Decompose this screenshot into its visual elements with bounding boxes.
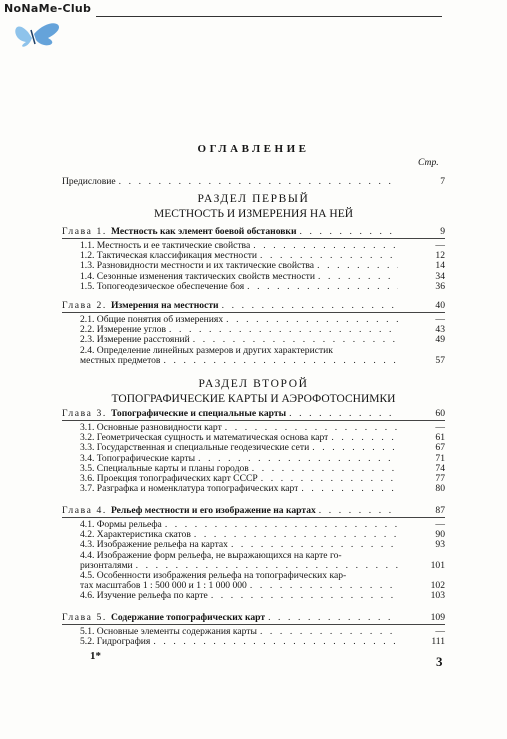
chapter-title: Топографические и специальные карты <box>110 408 287 419</box>
toc-entry-label: 2.4. Определение линейных размеров и других характеристик <box>80 344 333 356</box>
page-column-header: Стр. <box>418 157 439 168</box>
toc-entry-label: 3.5. Специальные карты и планы городов <box>80 462 249 474</box>
toc-chapter-2[interactable] <box>62 300 400 311</box>
toc-entry-label: 1.5. Топогеодезическое обеспечение боя <box>80 280 245 292</box>
toc-entry-label: 2.3. Измерение расстояний <box>80 334 190 346</box>
part1-subtitle: МЕСТНОСТЬ И ИЗМЕРЕНИЯ НА НЕЙ <box>153 208 354 220</box>
toc-entry[interactable] <box>80 483 401 494</box>
toc-chapter-page: 60 <box>435 408 445 419</box>
chapter-underline <box>62 312 445 313</box>
toc-entry-label: 3.4. Топографические карты <box>80 452 196 464</box>
toc-entry-page: — <box>435 240 445 251</box>
chapter-underline <box>62 420 445 421</box>
chapter-title: Измерения на местности <box>110 300 219 311</box>
chapter-prefix: Глава 4. <box>62 505 107 516</box>
toc-entry-label: 1.1. Местность и ее тактические свойства <box>80 240 251 251</box>
toc-chapter-5[interactable] <box>62 612 400 623</box>
toc-entry-page: 61 <box>435 432 445 444</box>
page-number: 3 <box>436 654 443 669</box>
toc-entry-page: 101 <box>430 559 445 571</box>
printer-signature: 1* <box>90 650 101 662</box>
toc-entry[interactable] <box>80 281 401 292</box>
toc-chapter-4[interactable] <box>62 505 400 516</box>
butterfly-icon <box>8 12 118 50</box>
toc-entry-page: 102 <box>430 580 445 592</box>
toc-entry-page: 93 <box>435 539 445 551</box>
chapter-underline <box>62 624 445 625</box>
toc-entry-page: 67 <box>435 442 445 454</box>
part2-title: РАЗДЕЛ ВТОРОЙ <box>198 378 309 390</box>
toc-entry-page: 49 <box>435 334 445 346</box>
toc-entry-label: 3.3. Государственная и специальные геодезические сети <box>80 442 310 454</box>
toc-entry-page: 111 <box>431 636 445 648</box>
toc-chapter-page: 109 <box>430 612 445 623</box>
toc-entry-label: Предисловие <box>62 176 116 187</box>
toc-chapter-1[interactable] <box>62 226 400 237</box>
toc-entry-page: 71 <box>435 452 445 464</box>
toc-entry-page: 34 <box>435 270 445 282</box>
chapter-prefix: Глава 5. <box>62 612 107 623</box>
toc-entry-label: 2.2. Измерение углов <box>80 324 167 336</box>
toc-entry-label: 4.4. Изображение форм рельефа, не выражающихся на карте го- <box>80 549 342 561</box>
chapter-underline <box>62 517 445 518</box>
toc-entry-page: — <box>435 519 445 530</box>
toc-entry-page: 57 <box>435 354 445 366</box>
toc-entry-page: — <box>435 626 445 637</box>
toc-chapter-3[interactable] <box>62 408 400 419</box>
top-rule <box>96 16 442 17</box>
toc-entry-label: 4.2. Характеристика скатов <box>80 529 191 541</box>
chapter-title: Местность как элемент боевой обстановки <box>110 226 297 237</box>
toc-entry-label: 3.6. Проекция топографических карт СССР <box>80 473 258 484</box>
chapter-underline <box>62 238 445 239</box>
toc-entry-label: 3.2. Геометрическая сущность и математическая основа карт <box>80 432 329 444</box>
chapter-title: Рельеф местности и его изображение на картах <box>110 505 316 516</box>
toc-entry-label: 4.6. Изучение рельефа по карте <box>80 590 208 602</box>
toc-entry-label: 4.1. Формы рельефа <box>80 519 162 530</box>
toc-chapter-page: 9 <box>440 226 445 237</box>
toc-entry-page: 103 <box>430 590 445 602</box>
watermark-logo <box>0 0 130 50</box>
toc-entry-label: 3.1. Основные разновидности карт <box>80 422 222 433</box>
toc-entry-preface[interactable] <box>62 176 400 187</box>
toc-chapter-page: 87 <box>435 505 445 516</box>
chapter-title: Содержание топографических карт <box>110 612 266 623</box>
toc-chapter-page: 40 <box>435 300 445 311</box>
toc-entry-label: 4.3. Изображение рельефа на картах <box>80 539 228 551</box>
chapter-prefix: Глава 3. <box>62 408 107 419</box>
toc-entry-label: 1.4. Сезонные изменения тактических свойств местности <box>80 270 315 282</box>
toc-entry-label: 3.7. Разграфка и номенклатура топографических карт <box>80 483 299 495</box>
toc-entry-label: 5.1. Основные элементы содержания карты <box>80 626 257 637</box>
toc-entry-label: тах масштабов 1 : 500 000 и 1 : 1 000 000 <box>80 580 247 592</box>
toc-entry-page: — <box>435 314 445 325</box>
toc-entry-label: 2.1. Общие понятия об измерениях <box>80 314 224 325</box>
toc-entry-label: 1.2. Тактическая классификация местности <box>80 250 258 262</box>
toc-entry[interactable] <box>80 355 401 366</box>
toc-entry[interactable] <box>80 590 401 601</box>
chapter-prefix: Глава 1. <box>62 226 107 237</box>
toc-entry-page: 77 <box>435 473 445 484</box>
toc-entry-label: 4.5. Особенности изображения рельефа на топографических кар- <box>80 570 347 581</box>
toc-entry-page: 36 <box>435 280 445 292</box>
toc-entry-page: 12 <box>435 250 445 262</box>
toc-entry-label: 5.2. Гидрография <box>80 636 151 648</box>
toc-entry-page: 74 <box>435 462 445 474</box>
toc-entry-page: 90 <box>435 529 445 541</box>
toc-entry-page: 43 <box>435 324 445 336</box>
toc-entry[interactable] <box>80 636 401 647</box>
toc-entry-label: 1.3. Разновидности местности и их тактические свойства <box>80 260 315 272</box>
part1-title: РАЗДЕЛ ПЕРВЫЙ <box>197 193 310 205</box>
toc-title: ОГЛАВЛЕНИЕ <box>197 143 310 155</box>
chapter-prefix: Глава 2. <box>62 300 107 311</box>
watermark-text: NoNaMe-Club <box>4 2 92 15</box>
toc-entry-page: 7 <box>440 176 445 187</box>
toc-entry-label: местных предметов <box>80 354 161 366</box>
toc-entry-page: 80 <box>435 483 445 495</box>
toc-entry-page: — <box>435 422 445 433</box>
toc-entry-page: 14 <box>435 260 445 272</box>
part2-subtitle: ТОПОГРАФИЧЕСКИЕ КАРТЫ И АЭРОФОТОСНИМКИ <box>111 393 396 405</box>
toc-entry-label: ризонталями <box>80 559 133 571</box>
